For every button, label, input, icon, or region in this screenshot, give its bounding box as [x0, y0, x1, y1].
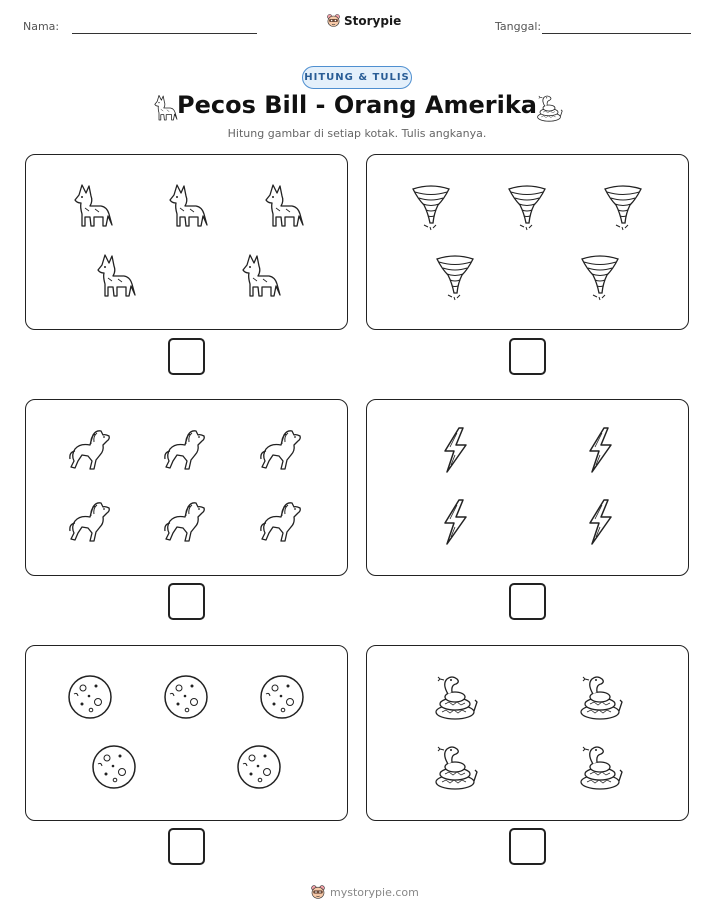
rattlesnake-icon [574, 742, 626, 792]
coyote-icon [67, 181, 117, 231]
answer-box-lightning[interactable] [509, 583, 546, 620]
footer-site: mystorypie.com [330, 885, 419, 899]
counting-panel-coyote [25, 154, 348, 330]
horse-icon [64, 497, 118, 547]
name-field[interactable] [72, 33, 257, 34]
horse-icon [159, 425, 213, 475]
rattlesnake-icon [574, 672, 626, 722]
tornado-icon [502, 181, 552, 231]
lightning-bolt-icon [430, 425, 480, 475]
rattlesnake-icon [533, 93, 565, 123]
horse-icon [159, 497, 213, 547]
storypie-mascot-icon [310, 884, 326, 900]
answer-box-tornado[interactable] [509, 338, 546, 375]
tornado-icon [575, 251, 625, 301]
coyote-icon [235, 251, 285, 301]
horse-icon [64, 425, 118, 475]
page-title: Pecos Bill - Orang Amerika [177, 91, 537, 119]
date-field[interactable] [542, 33, 691, 34]
counting-panel-tornado [366, 154, 689, 330]
tornado-icon [598, 181, 648, 231]
brand-name: Storypie [344, 13, 402, 28]
rattlesnake-icon [429, 672, 481, 722]
moon-icon [257, 672, 307, 722]
moon-icon [65, 672, 115, 722]
answer-box-coyote[interactable] [168, 338, 205, 375]
lightning-bolt-icon [575, 425, 625, 475]
date-label: Tanggal: [495, 20, 542, 33]
lightning-bolt-icon [575, 497, 625, 547]
counting-panel-moon [25, 645, 348, 821]
moon-icon [234, 742, 284, 792]
activity-badge: HITUNG & TULIS [302, 66, 412, 89]
moon-icon [161, 672, 211, 722]
brand-logo [326, 13, 401, 28]
coyote-icon [258, 181, 308, 231]
tornado-icon [430, 251, 480, 301]
counting-panel-horse [25, 399, 348, 576]
moon-icon [89, 742, 139, 792]
answer-box-moon[interactable] [168, 828, 205, 865]
coyote-icon [162, 181, 212, 231]
counting-panel-rattlesnake [366, 645, 689, 821]
name-label: Nama: [23, 20, 60, 33]
answer-box-rattlesnake[interactable] [509, 828, 546, 865]
tornado-icon [406, 181, 456, 231]
counting-panel-lightning [366, 399, 689, 576]
horse-icon [255, 497, 309, 547]
storypie-mascot-icon [326, 13, 341, 28]
rattlesnake-icon [429, 742, 481, 792]
horse-icon [255, 425, 309, 475]
coyote-icon [90, 251, 140, 301]
answer-box-horse[interactable] [168, 583, 205, 620]
footer [310, 884, 419, 900]
instructions: Hitung gambar di setiap kotak. Tulis angkanya. [227, 127, 487, 140]
lightning-bolt-icon [430, 497, 480, 547]
